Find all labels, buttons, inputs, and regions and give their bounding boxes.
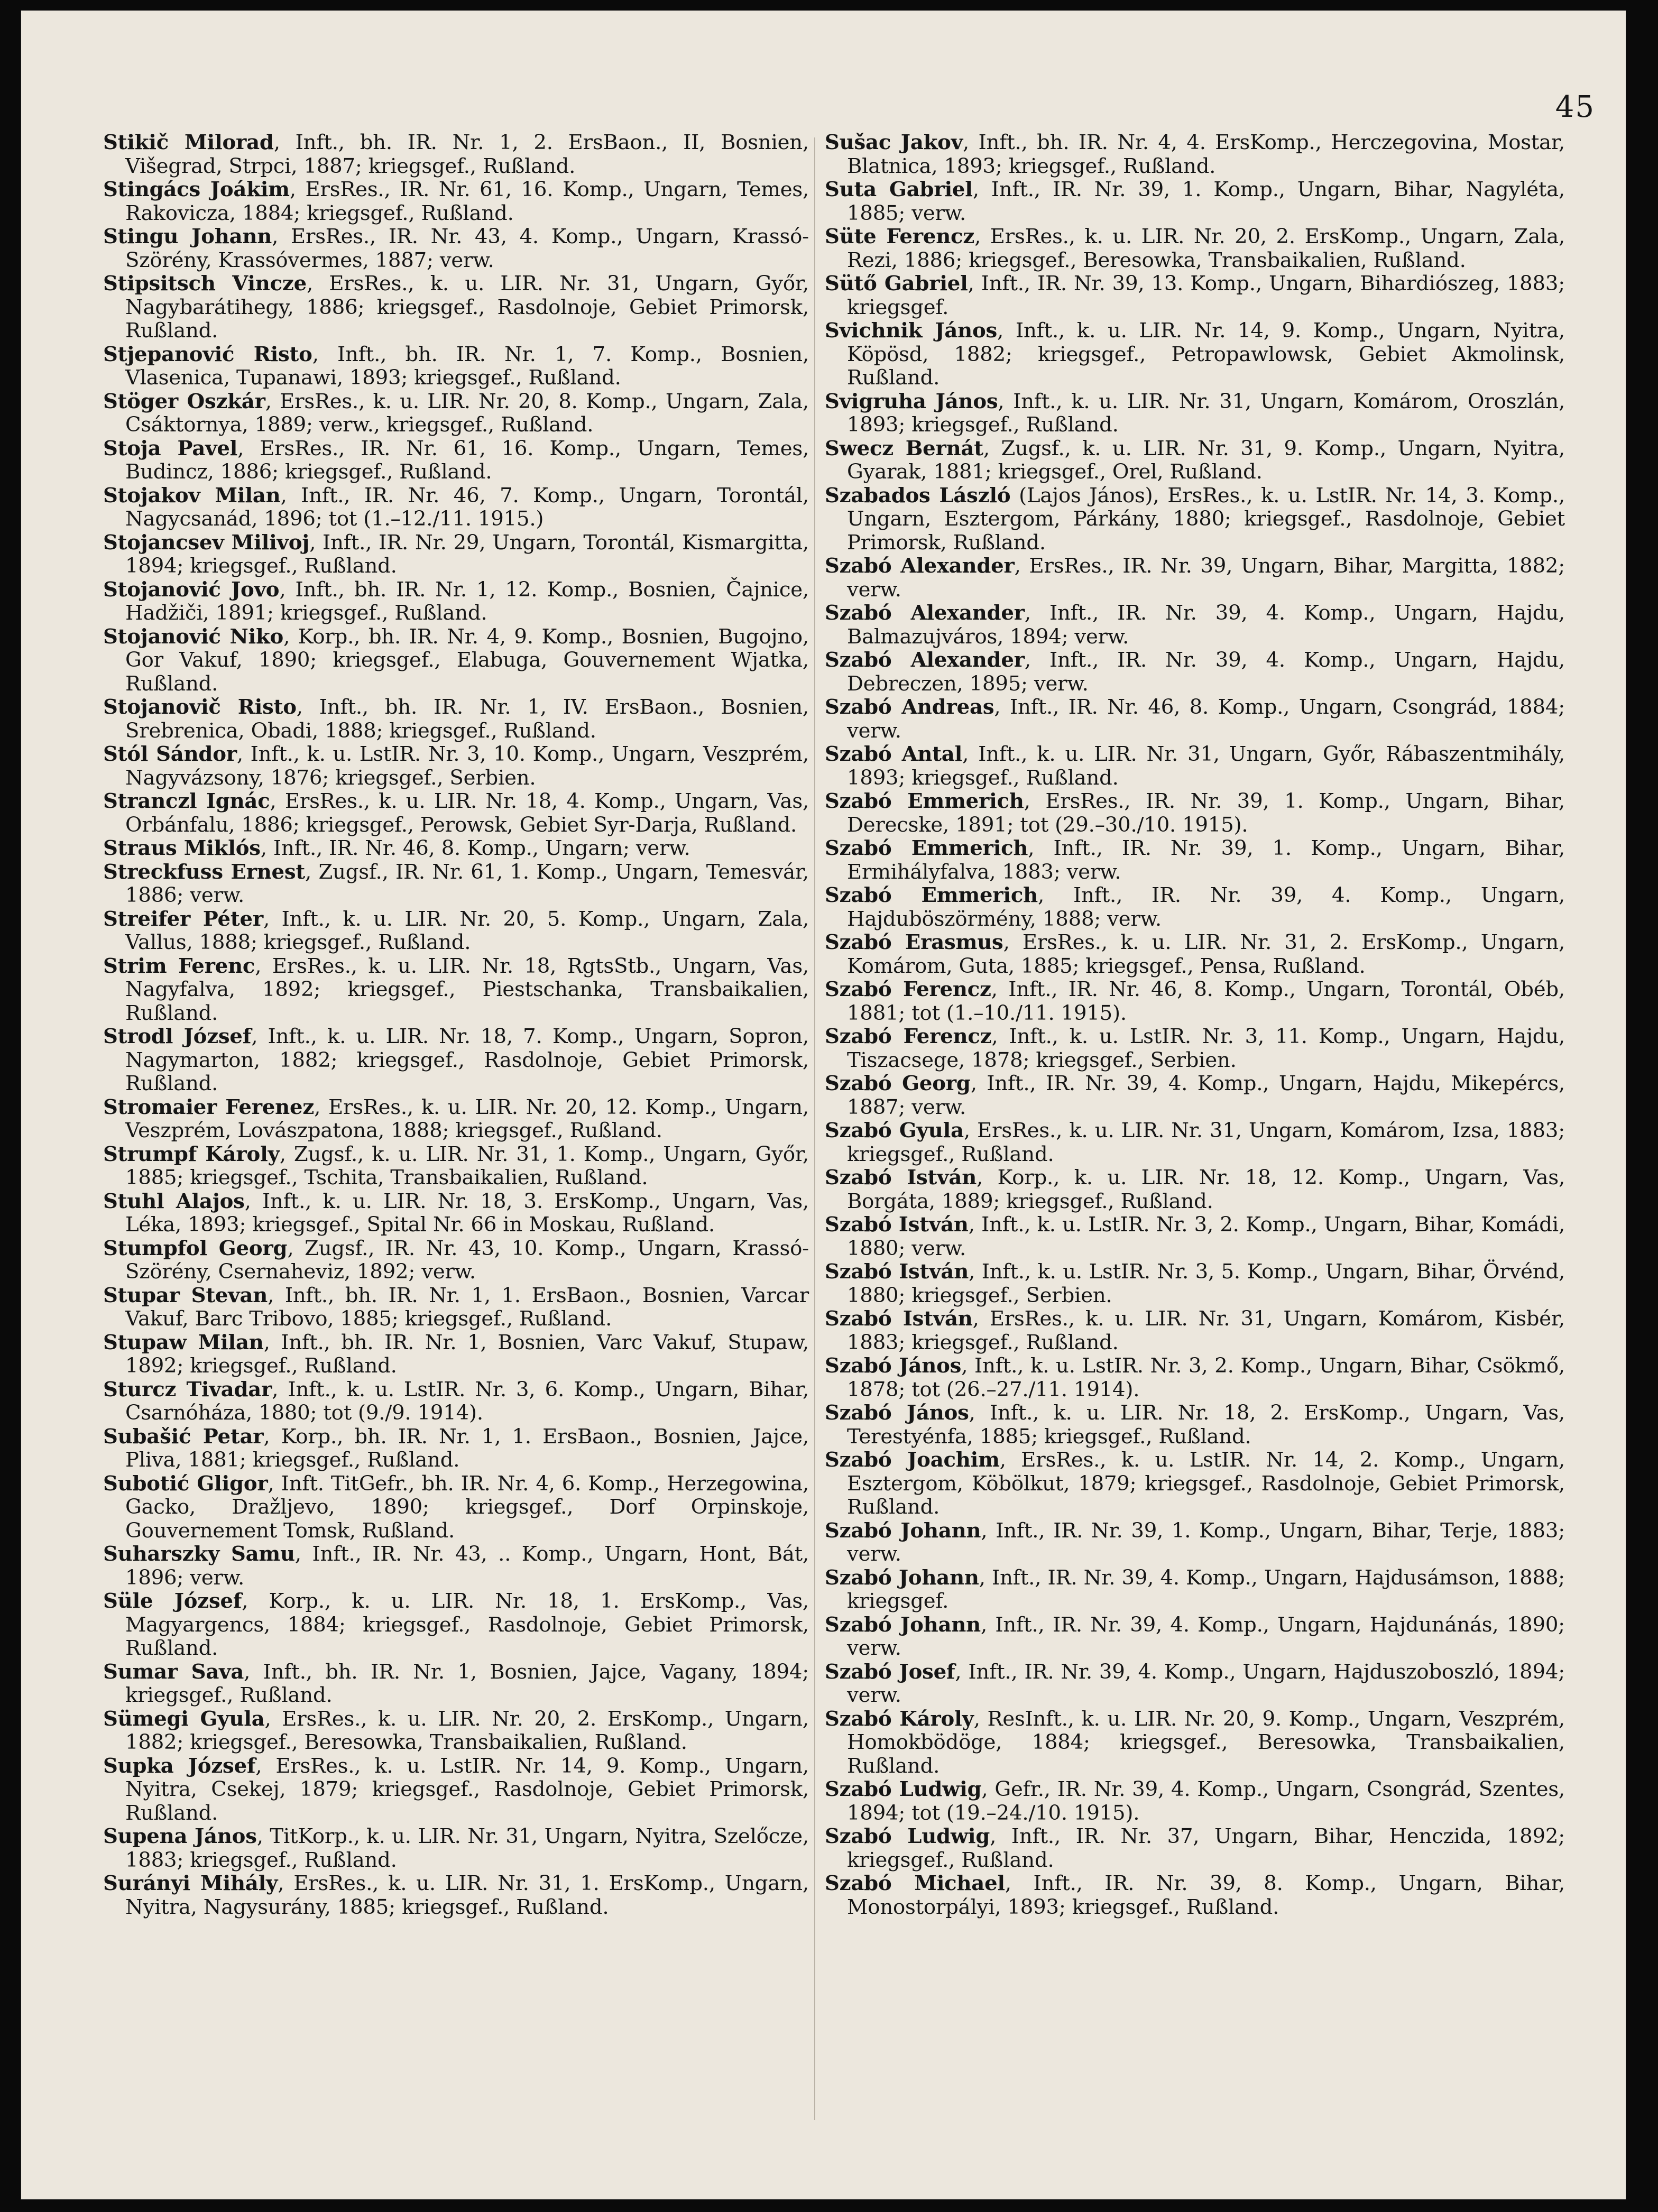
entry-name: Stjepanović Risto xyxy=(103,342,312,366)
entry-details: , Inft., bh. IR. Nr. 1, 1. ErsBaon., Bosnien, Varcar Vakuf, Barc Tribovo, 1885; kriegsgef., Rußland. xyxy=(125,1283,809,1331)
entry-details: , Inft., bh. IR. Nr. 1, 7. Komp., Bosnien, Vlasenica, Tupanawi, 1893; kriegsgef., Rußland. xyxy=(125,342,809,390)
list-item xyxy=(103,908,809,955)
entry-details: , TitKorp., k. u. LIR. Nr. 31, Ungarn, Nyitra, Szelőcze, 1883; kriegsgef., Rußland. xyxy=(125,1824,809,1872)
entry-details: , ErsRes., k. u. LstIR. Nr. 14, 9. Komp., Ungarn, Nyitra, Csekej, 1879; kriegsgef., Rasdolnoje, Gebiet Primorsk, Rußland. xyxy=(125,1754,809,1825)
entry-name: Svigruha János xyxy=(825,389,998,413)
list-item xyxy=(825,1614,1565,1661)
entry-details: , ErsRes., IR. Nr. 61, 16. Komp., Ungarn, Temes, Budincz, 1886; kriegsgef., Rußland. xyxy=(125,436,809,484)
entry-name: Stojanovič Risto xyxy=(103,695,297,719)
list-item xyxy=(825,390,1565,437)
list-item xyxy=(825,437,1565,484)
entry-name: Szabó Georg xyxy=(825,1072,971,1095)
entry-details: , Inft., IR. Nr. 43, .. Komp., Ungarn, Hont, Bát, 1896; verw. xyxy=(125,1542,809,1590)
entry-name: Streckfuss Ernest xyxy=(103,860,306,884)
entry-name: Stingács Joákim xyxy=(103,178,290,201)
entry-details: , Inft., k. u. LIR. Nr. 31, Ungarn, Komárom, Oroszlán, 1893; kriegsgef., Rußland. xyxy=(847,389,1565,437)
entry-name: Szabó Johann xyxy=(825,1612,981,1637)
entry-details: , Inft., k. u. LstIR. Nr. 3, 11. Komp., Ungarn, Hajdu, Tiszacsege, 1878; kriegsgef., Serbien. xyxy=(847,1025,1565,1072)
entry-details: , ErsRes., k. u. LIR. Nr. 18, 4. Komp., Ungarn, Vas, Orbánfalu, 1886; kriegsgef., Perowsk, Gebiet Syr-Darja, Rußland. xyxy=(125,789,809,837)
entry-details: , ErsRes., k. u. LIR. Nr. 31, Ungarn, Győr, Nagybarátihegy, 1886; kriegsgef., Rasdolnoje, Gebiet Primorsk, Rußland. xyxy=(125,272,809,343)
list-item xyxy=(103,790,809,837)
entry-details: , Inft. TitGefr., bh. IR. Nr. 4, 6. Komp., Herzegowina, Gacko, Dražljevo, 1890; kriegsgef., Dorf Orpinskoje, Gouvernement Tomsk, Rußland. xyxy=(125,1471,809,1543)
entry-name: Szabó Emmerich xyxy=(825,836,1028,860)
list-item xyxy=(825,1449,1565,1519)
entry-details: , Zugsf., k. u. LIR. Nr. 31, 1. Komp., Ungarn, Győr, 1885; kriegsgef., Tschita, Transbaikalien, Rußland. xyxy=(125,1142,809,1190)
list-item xyxy=(103,625,809,696)
entry-name: Stoja Pavel xyxy=(103,436,238,460)
list-item xyxy=(103,1237,809,1284)
entry-details: , Inft., IR. Nr. 46, 7. Komp., Ungarn, Torontál, Nagycsanád, 1896; tot (1.–12./11. 1915.) xyxy=(125,483,809,531)
list-item xyxy=(825,837,1565,884)
entry-name: Sturcz Tivadar xyxy=(103,1377,272,1402)
entry-details: , Zugsf., k. u. LIR. Nr. 31, 9. Komp., Ungarn, Nyitra, Gyarak, 1881; kriegsgef., Orel, Rußland. xyxy=(847,436,1565,484)
list-item xyxy=(825,1566,1565,1614)
entry-details: , Inft., IR. Nr. 39, 4. Komp., Ungarn, Hajdu, Mikepércs, 1887; verw. xyxy=(847,1072,1565,1119)
entry-details: , Inft., bh. IR. Nr. 1, 12. Komp., Bosnien, Čajnice, Hadžiči, 1891; kriegsgef., Rußland. xyxy=(125,577,809,625)
entry-details: , ErsRes., k. u. LIR. Nr. 18, RgtsStb., Ungarn, Vas, Nagyfalva, 1892; kriegsgef., Piestschanka, Transbaikalien, Rußland. xyxy=(125,954,809,1025)
entry-name: Süle József xyxy=(103,1589,242,1613)
list-item xyxy=(103,955,809,1026)
entry-details: (Lajos János), ErsRes., k. u. LstIR. Nr. 14, 3. Komp., Ungarn, Esztergom, Párkány, 1880; kriegsgef., Rasdolnoje, Gebiet Primorsk, Rußland. xyxy=(847,483,1565,555)
entry-name: Streifer Péter xyxy=(103,907,263,931)
list-item xyxy=(825,884,1565,931)
entry-name: Sumar Sava xyxy=(103,1660,244,1684)
entry-name: Stöger Oszkár xyxy=(103,389,265,413)
entry-details: , Inft., IR. Nr. 39, 1. Komp., Ungarn, Bihar, Terje, 1883; verw. xyxy=(847,1518,1565,1566)
list-item xyxy=(103,1025,809,1096)
entry-name: Strodl József xyxy=(103,1025,252,1048)
list-item xyxy=(103,1331,809,1378)
list-item xyxy=(103,484,809,531)
list-item xyxy=(825,319,1565,390)
entry-details: , Inft., k. u. LstIR. Nr. 3, 6. Komp., Ungarn, Bihar, Csarnóháza, 1880; tot (9./9. 1914). xyxy=(125,1377,809,1425)
entry-details: , Zugsf., IR. Nr. 43, 10. Komp., Ungarn, Krassó-Szörény, Csernaheviz, 1892; verw. xyxy=(125,1236,809,1284)
entry-details: , ErsRes., k. u. LIR. Nr. 31, Ungarn, Komárom, Izsa, 1883; kriegsgef., Rußland. xyxy=(847,1119,1565,1166)
list-item xyxy=(825,555,1565,602)
entry-details: , Inft., k. u. LIR. Nr. 18, 2. ErsKomp., Ungarn, Vas, Terestyénfa, 1885; kriegsgef., Rußland. xyxy=(847,1401,1565,1449)
entry-details: , Inft., IR. Nr. 39, 1. Komp., Ungarn, Bihar, Ermihályfalva, 1883; verw. xyxy=(847,836,1565,884)
entry-details: , Inft., k. u. LIR. Nr. 18, 7. Komp., Ungarn, Sopron, Nagymarton, 1882; kriegsgef., Rasdolnoje, Gebiet Primorsk, Rußland. xyxy=(125,1025,809,1095)
entry-details: , Inft., bh. IR. Nr. 1, Bosnien, Varc Vakuf, Stupaw, 1892; kriegsgef., Rußland. xyxy=(125,1330,809,1378)
list-item xyxy=(825,178,1565,225)
entry-details: , Inft., IR. Nr. 29, Ungarn, Torontál, Kismargitta, 1894; kriegsgef., Rußland. xyxy=(125,530,809,578)
entry-name: Szabó János xyxy=(825,1401,969,1425)
entry-name: Subotić Gligor xyxy=(103,1471,268,1496)
entry-details: , Inft., IR. Nr. 46, 8. Komp., Ungarn, Csongrád, 1884; verw. xyxy=(847,695,1565,743)
list-item xyxy=(103,1425,809,1472)
list-item xyxy=(825,1213,1565,1260)
list-item xyxy=(103,1543,809,1590)
entry-details: , ErsRes., IR. Nr. 39, 1. Komp., Ungarn, Bihar, Derecske, 1891; tot (29.–30./10. 1915). xyxy=(847,789,1565,837)
list-item xyxy=(103,1190,809,1237)
entry-details: , Korp., k. u. LIR. Nr. 18, 1. ErsKomp., Vas, Magyargencs, 1884; kriegsgef., Rasdolnoje, Gebiet Primorsk, Rußland. xyxy=(125,1589,809,1660)
entry-details: , Inft., k. u. LIR. Nr. 14, 9. Komp., Ungarn, Nyitra, Köpösd, 1882; kriegsgef., Petropawlowsk, Gebiet Akmolinsk, Rußland. xyxy=(847,319,1565,390)
entry-name: Szabó János xyxy=(825,1354,962,1378)
list-item xyxy=(825,225,1565,272)
entry-details: , Inft., k. u. LIR. Nr. 20, 5. Komp., Ungarn, Zala, Vallus, 1888; kriegsgef., Rußland. xyxy=(125,907,809,954)
entry-name: Szabó Ludwig xyxy=(825,1824,990,1848)
entry-name: Stojakov Milan xyxy=(103,483,281,508)
list-item xyxy=(825,1307,1565,1354)
list-item xyxy=(825,1166,1565,1213)
entry-details: , Inft., bh. IR. Nr. 1, Bosnien, Jajce, Vagany, 1894; kriegsgef., Rußland. xyxy=(125,1660,809,1707)
entry-details: , Inft., bh. IR. Nr. 1, 2. ErsBaon., II, Bosnien, Višegrad, Strpci, 1887; kriegsgef., Rußland. xyxy=(125,131,809,178)
entry-name: Szabó Antal xyxy=(825,742,963,766)
list-item xyxy=(825,1025,1565,1072)
list-item xyxy=(103,1825,809,1872)
page-number: 45 xyxy=(1555,90,1595,124)
entry-details: , ErsRes., IR. Nr. 61, 16. Komp., Ungarn, Temes, Rakovicza, 1884; kriegsgef., Rußland. xyxy=(125,178,809,225)
entry-name: Straus Miklós xyxy=(103,836,261,860)
list-item xyxy=(103,225,809,272)
document-page xyxy=(21,11,1626,2199)
entry-details: , Inft., IR. Nr. 39, 1. Komp., Ungarn, Bihar, Nagyléta, 1885; verw. xyxy=(847,178,1565,225)
entry-name: Szabó Johann xyxy=(825,1565,979,1590)
entry-name: Stojanović Jovo xyxy=(103,577,280,602)
entry-details: , Inft., k. u. LstIR. Nr. 3, 2. Komp., Ungarn, Bihar, Csökmő, 1878; tot (26.–27./11. 1914). xyxy=(847,1354,1565,1402)
entry-name: Stojanović Niko xyxy=(103,624,284,649)
entry-name: Szabó Emmerich xyxy=(825,789,1024,813)
entry-details: , Gefr., IR. Nr. 39, 4. Komp., Ungarn, Csongrád, Szentes, 1894; tot (19.–24./10. 1915). xyxy=(847,1777,1565,1825)
entry-name: Suta Gabriel xyxy=(825,178,973,201)
list-item xyxy=(103,531,809,578)
entry-name: Szabó Ferencz xyxy=(825,1025,992,1048)
entry-name: Swecz Bernát xyxy=(825,436,983,460)
list-item xyxy=(825,272,1565,319)
list-item xyxy=(825,1260,1565,1307)
list-item xyxy=(825,484,1565,555)
entry-details: , ErsRes., k. u. LIR. Nr. 20, 2. ErsKomp., Ungarn, Zala, Rezi, 1886; kriegsgef., Beresowka, Transbaikalien, Rußland. xyxy=(847,225,1565,272)
list-item xyxy=(103,1143,809,1190)
entry-name: Szabó Alexander xyxy=(825,554,1015,578)
entry-name: Szabó István xyxy=(825,1307,973,1331)
entry-name: Surányi Mihály xyxy=(103,1872,278,1895)
list-item xyxy=(103,390,809,437)
entry-name: Stingu Johann xyxy=(103,225,272,248)
entry-details: , Inft., bh. IR. Nr. 4, 4. ErsKomp., Herczegovina, Mostar, Blatnica, 1893; kriegsgef., Rußland. xyxy=(847,131,1565,178)
entry-name: Szabó Gyula xyxy=(825,1119,964,1142)
entry-details: , Inft., k. u. LIR. Nr. 31, Ungarn, Győr, Rábaszentmihály, 1893; kriegsgef., Rußland. xyxy=(847,742,1565,790)
list-item xyxy=(103,1872,809,1919)
entry-name: Stupaw Milan xyxy=(103,1330,264,1354)
list-item xyxy=(103,272,809,343)
list-item xyxy=(825,131,1565,178)
list-item xyxy=(825,931,1565,978)
right-column xyxy=(825,131,1565,1919)
list-item xyxy=(103,837,809,861)
list-item xyxy=(825,1825,1565,1872)
list-item xyxy=(103,1378,809,1425)
list-item xyxy=(103,1661,809,1708)
entry-name: Stól Sándor xyxy=(103,742,237,766)
list-item xyxy=(103,1472,809,1543)
list-item xyxy=(103,437,809,484)
list-item xyxy=(825,1872,1565,1919)
entry-name: Stipsitsch Vincze xyxy=(103,272,307,296)
list-item xyxy=(103,1096,809,1143)
list-item xyxy=(103,131,809,178)
entry-details: , ErsRes., k. u. LIR. Nr. 31, 1. ErsKomp., Ungarn, Nyitra, Nagysurány, 1885; kriegsgef., Rußland. xyxy=(125,1872,809,1919)
entry-details: , ErsRes., k. u. LIR. Nr. 20, 12. Komp., Ungarn, Veszprém, Lovászpatona, 1888; kriegsgef., Rußland. xyxy=(125,1095,809,1142)
entry-name: Süte Ferencz xyxy=(825,225,975,248)
entry-details: , Inft., IR. Nr. 39, 4. Komp., Ungarn, Hajduszoboszló, 1894; verw. xyxy=(847,1660,1565,1707)
list-item xyxy=(825,978,1565,1025)
entry-details: , Korp., bh. IR. Nr. 1, 1. ErsBaon., Bosnien, Jajce, Pliva, 1881; kriegsgef., Rußland. xyxy=(125,1424,809,1472)
list-item xyxy=(825,1661,1565,1708)
entry-details: , Inft., IR. Nr. 39, 4. Komp., Ungarn, Hajdu, Balmazujváros, 1894; verw. xyxy=(847,601,1565,649)
list-item xyxy=(825,1072,1565,1119)
entry-details: , ErsRes., IR. Nr. 39, Ungarn, Bihar, Margitta, 1882; verw. xyxy=(847,554,1565,602)
entry-details: , Inft., k. u. LIR. Nr. 18, 3. ErsKomp., Ungarn, Vas, Léka, 1893; kriegsgef., Spital Nr. 66 in Moskau, Rußland. xyxy=(125,1189,809,1237)
list-item xyxy=(103,1590,809,1661)
entry-name: Stranczl Ignác xyxy=(103,789,270,813)
entry-details: , Inft., IR. Nr. 39, 4. Komp., Ungarn, Hajduböszörmény, 1888; verw. xyxy=(847,883,1565,931)
list-item xyxy=(825,1354,1565,1402)
entry-details: , Inft., bh. IR. Nr. 1, IV. ErsBaon., Bosnien, Srebrenica, Obadi, 1888; kriegsgef., Rußland. xyxy=(125,695,809,743)
list-item xyxy=(103,1755,809,1826)
column-divider xyxy=(814,137,815,2120)
list-item xyxy=(103,1708,809,1755)
entry-name: Strim Ferenc xyxy=(103,954,255,978)
entry-name: Sütő Gabriel xyxy=(825,272,968,296)
entry-name: Szabó Ferencz xyxy=(825,978,991,1001)
entry-details: , Inft., k. u. LstIR. Nr. 3, 2. Komp., Ungarn, Bihar, Komádi, 1880; verw. xyxy=(847,1213,1565,1260)
entry-details: , ErsRes., k. u. LIR. Nr. 20, 2. ErsKomp., Ungarn, 1882; kriegsgef., Beresowka, Transbaikalien, Rußland. xyxy=(125,1707,809,1754)
list-item xyxy=(103,861,809,908)
entry-name: Szabados László xyxy=(825,483,1011,508)
list-item xyxy=(825,1519,1565,1566)
entry-name: Stumpfol Georg xyxy=(103,1236,288,1260)
entry-details: , ErsRes., k. u. LIR. Nr. 31, Ungarn, Komárom, Kisbér, 1883; kriegsgef., Rußland. xyxy=(847,1307,1565,1354)
list-item xyxy=(103,343,809,390)
entry-details: , Inft., IR. Nr. 39, 4. Komp., Ungarn, Hajdunánás, 1890; verw. xyxy=(847,1612,1565,1660)
entry-details: , Inft., k. u. LstIR. Nr. 3, 10. Komp., Ungarn, Veszprém, Nagyvázsony, 1876; kriegsgef., Serbien. xyxy=(125,742,809,790)
entry-name: Svichnik János xyxy=(825,319,998,343)
list-item xyxy=(103,178,809,225)
entry-name: Szabó Emmerich xyxy=(825,883,1038,907)
list-item xyxy=(825,1708,1565,1778)
entry-name: Szabó István xyxy=(825,1260,969,1284)
list-item xyxy=(103,696,809,743)
entry-name: Subašić Petar xyxy=(103,1424,264,1449)
entry-name: Szabó Josef xyxy=(825,1660,955,1684)
list-item xyxy=(103,578,809,625)
entry-details: , Inft., IR. Nr. 46, 8. Komp., Ungarn; verw. xyxy=(260,836,690,860)
entry-name: Sümegi Gyula xyxy=(103,1707,265,1731)
entry-name: Suharszky Samu xyxy=(103,1542,295,1566)
entry-name: Szabó István xyxy=(825,1213,969,1237)
entry-name: Szabó Ludwig xyxy=(825,1777,982,1801)
entry-name: Stromaier Ferenez xyxy=(103,1095,315,1119)
entry-details: , Korp., k. u. LIR. Nr. 18, 12. Komp., Ungarn, Vas, Borgáta, 1889; kriegsgef., Rußland. xyxy=(847,1166,1565,1213)
entry-name: Szabó Károly xyxy=(825,1707,974,1731)
entry-name: Szabó Andreas xyxy=(825,695,994,719)
list-item xyxy=(103,1284,809,1331)
entry-details: , Korp., bh. IR. Nr. 4, 9. Komp., Bosnien, Bugojno, Gor Vakuf, 1890; kriegsgef., Elabuga, Gouvernement Wjatka, Rußland. xyxy=(125,624,809,696)
entry-details: , Inft., IR. Nr. 39, 4. Komp., Ungarn, Hajdusámson, 1888; kriegsgef. xyxy=(847,1565,1565,1613)
list-item xyxy=(825,602,1565,649)
entry-details: , ErsRes., k. u. LstIR. Nr. 14, 2. Komp., Ungarn, Esztergom, Köbölkut, 1879; kriegsgef., Rasdolnoje, Gebiet Primorsk, Rußland. xyxy=(847,1448,1565,1519)
entry-name: Supka József xyxy=(103,1754,256,1778)
entry-name: Szabó Michael xyxy=(825,1872,1005,1895)
entry-name: Szabó Erasmus xyxy=(825,930,1003,954)
entry-name: Szabó István xyxy=(825,1166,977,1190)
entry-details: , Inft., IR. Nr. 39, 4. Komp., Ungarn, Hajdu, Debreczen, 1895; verw. xyxy=(847,648,1565,696)
entry-details: , ErsRes., k. u. LIR. Nr. 20, 8. Komp., Ungarn, Zala, Csáktornya, 1889; verw., kriegsgef., Rußland. xyxy=(125,389,809,437)
entry-details: , Inft., IR. Nr. 39, 8. Komp., Ungarn, Bihar, Monostorpályi, 1893; kriegsgef., Rußland. xyxy=(847,1872,1565,1919)
entry-name: Stojancsev Milivoj xyxy=(103,530,310,555)
entry-name: Szabó Alexander xyxy=(825,648,1025,672)
entry-details: , Inft., IR. Nr. 39, 13. Komp., Ungarn, Bihardiószeg, 1883; kriegsgef. xyxy=(847,272,1565,319)
list-item xyxy=(825,649,1565,696)
entry-details: , Inft., k. u. LstIR. Nr. 3, 5. Komp., Ungarn, Bihar, Örvénd, 1880; kriegsgef., Serbien. xyxy=(847,1260,1565,1307)
entry-name: Stikič Milorad xyxy=(103,131,274,154)
entry-name: Szabó Johann xyxy=(825,1518,981,1543)
left-column xyxy=(103,131,809,1919)
entry-details: , Inft., IR. Nr. 46, 8. Komp., Ungarn, Torontál, Obéb, 1881; tot (1.–10./11. 1915). xyxy=(847,978,1565,1025)
entry-name: Szabó Joachim xyxy=(825,1448,1000,1472)
list-item xyxy=(825,696,1565,743)
entry-name: Strumpf Károly xyxy=(103,1142,280,1166)
list-item xyxy=(825,743,1565,790)
list-item xyxy=(825,1119,1565,1166)
entry-name: Supena János xyxy=(103,1824,257,1848)
list-item xyxy=(825,1778,1565,1825)
entry-details: , Inft., IR. Nr. 37, Ungarn, Bihar, Henczida, 1892; kriegsgef., Rußland. xyxy=(847,1824,1565,1872)
entry-details: , Zugsf., IR. Nr. 61, 1. Komp., Ungarn, Temesvár, 1886; verw. xyxy=(125,860,809,907)
list-item xyxy=(825,790,1565,837)
entry-details: , ResInft., k. u. LIR. Nr. 20, 9. Komp., Ungarn, Veszprém, Homokbödöge, 1884; kriegsgef., Beresowka, Transbaikalien, Rußland. xyxy=(847,1707,1565,1778)
entry-name: Stuhl Alajos xyxy=(103,1189,245,1213)
entry-details: , ErsRes., IR. Nr. 43, 4. Komp., Ungarn, Krassó-Szörény, Krassóvermes, 1887; verw. xyxy=(125,225,809,272)
list-item xyxy=(825,1402,1565,1449)
entry-name: Szabó Alexander xyxy=(825,601,1025,625)
entry-name: Stupar Stevan xyxy=(103,1283,268,1307)
entry-name: Sušac Jakov xyxy=(825,131,963,154)
entry-details: , ErsRes., k. u. LIR. Nr. 31, 2. ErsKomp., Ungarn, Komárom, Guta, 1885; kriegsgef., Pensa, Rußland. xyxy=(847,930,1565,978)
list-item xyxy=(103,743,809,790)
